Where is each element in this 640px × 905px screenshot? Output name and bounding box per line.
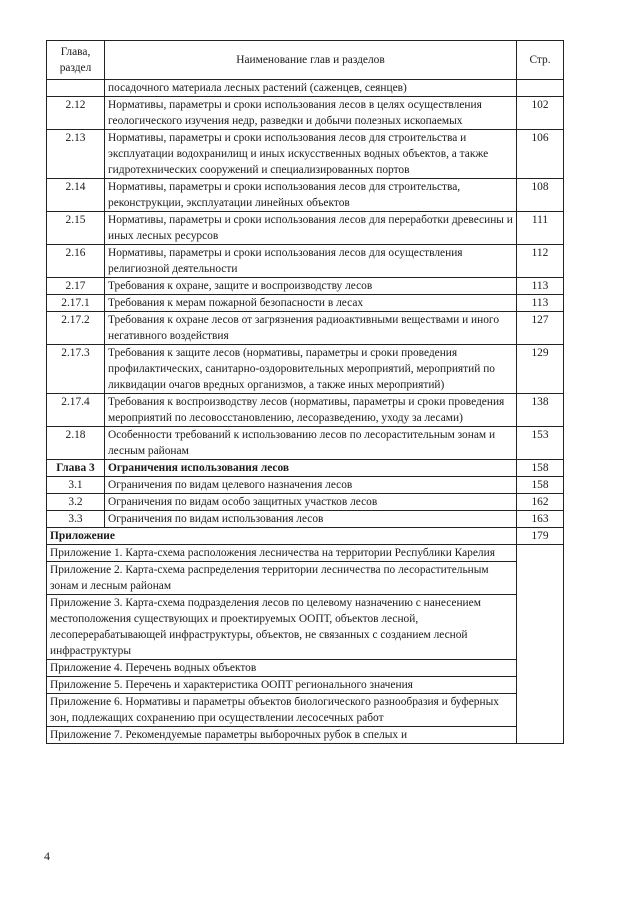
section-page: 108	[517, 179, 564, 212]
table-row	[47, 511, 564, 528]
section-page: 111	[517, 212, 564, 245]
appendix-item: Приложение 4. Перечень водных объектов	[47, 660, 517, 677]
section-number: 2.12	[47, 97, 105, 130]
appendix-header-row	[47, 528, 564, 545]
section-page: 106	[517, 130, 564, 179]
table-row	[47, 394, 564, 427]
section-number: 2.16	[47, 245, 105, 278]
section-number: 3.3	[47, 511, 105, 528]
appendix-item: Приложение 2. Карта-схема распределения территории лесничества по лесорастительным зонам и лесным районам	[47, 562, 517, 595]
continued-row	[47, 80, 564, 97]
appendix-row	[47, 562, 564, 595]
header-name: Наименование глав и разделов	[105, 41, 517, 80]
table-row	[47, 179, 564, 212]
chapter-page: 158	[517, 460, 564, 477]
section-title: Требования к мерам пожарной безопасности в лесах	[105, 295, 517, 312]
section-number: 3.2	[47, 494, 105, 511]
section-title: Нормативы, параметры и сроки использования лесов в целях осуществления геологического изучения недр, разведки и добычи полезных ископаемых	[105, 97, 517, 130]
section-title: Требования к охране, защите и воспроизводству лесов	[105, 278, 517, 295]
chapter-row	[47, 460, 564, 477]
section-title: Ограничения по видам использования лесов	[105, 511, 517, 528]
appendix-item: Приложение 5. Перечень и характеристика ООПТ регионального значения	[47, 677, 517, 694]
section-page: 112	[517, 245, 564, 278]
section-page: 102	[517, 97, 564, 130]
section-number: 2.15	[47, 212, 105, 245]
section-number: 3.1	[47, 477, 105, 494]
table-row	[47, 278, 564, 295]
section-title: Ограничения по видам целевого назначения лесов	[105, 477, 517, 494]
table-of-contents	[46, 40, 564, 744]
table-row	[47, 245, 564, 278]
section-title: Особенности требований к использованию лесов по лесорастительным зонам и лесным районам	[105, 427, 517, 460]
appendix-item: Приложение 6. Нормативы и параметры объектов биологического разнообразия и буферных зон, подлежащих сохранению при осуществлении лесосечных работ	[47, 694, 517, 727]
table-row	[47, 312, 564, 345]
header-section: Глава, раздел	[47, 41, 105, 80]
page-number: 4	[44, 849, 50, 863]
appendix-row	[47, 660, 564, 677]
section-page: 138	[517, 394, 564, 427]
section-number: 2.13	[47, 130, 105, 179]
table-row	[47, 427, 564, 460]
table-row	[47, 97, 564, 130]
appendix-item: Приложение 3. Карта-схема подразделения лесов по целевому назначению с нанесением местоположения существующих и проектируемых ООПТ, объектов лесной, лесоперерабатывающей инфраструктуры, объектов, не связанных с созданием лесной инфраструктуры	[47, 595, 517, 660]
section-page: 153	[517, 427, 564, 460]
table-row	[47, 494, 564, 511]
section-number: 2.18	[47, 427, 105, 460]
section-page: 113	[517, 295, 564, 312]
appendix-row	[47, 694, 564, 727]
table-row	[47, 212, 564, 245]
section-title: Требования к охране лесов от загрязнения радиоактивными веществами и иного негативного воздействия	[105, 312, 517, 345]
section-page: 129	[517, 345, 564, 394]
header-page: Стр.	[517, 41, 564, 80]
section-number: 2.17.1	[47, 295, 105, 312]
section-number: 2.17	[47, 278, 105, 295]
section-title: Ограничения по видам особо защитных участков лесов	[105, 494, 517, 511]
section-title: Нормативы, параметры и сроки использования лесов для переработки древесины и иных лесных ресурсов	[105, 212, 517, 245]
appendix-row	[47, 677, 564, 694]
section-number: 2.17.4	[47, 394, 105, 427]
appendix-item: Приложение 7. Рекомендуемые параметры выборочных рубок в спелых и	[47, 727, 517, 744]
appendix-title: Приложение	[47, 528, 517, 545]
section-number: 2.17.3	[47, 345, 105, 394]
section-number: 2.14	[47, 179, 105, 212]
table-row	[47, 295, 564, 312]
continued-text: посадочного материала лесных растений (саженцев, сеянцев)	[105, 80, 517, 97]
section-number: 2.17.2	[47, 312, 105, 345]
section-title: Нормативы, параметры и сроки использования лесов для строительства и эксплуатации водохранилищ и иных искусственных водных объектов, а также гидротехнических сооружений и специализированных портов	[105, 130, 517, 179]
section-page: 162	[517, 494, 564, 511]
appendix-row	[47, 727, 564, 744]
chapter-number: Глава 3	[47, 460, 105, 477]
appendix-item: Приложение 1. Карта-схема расположения лесничества на территории Республики Карелия	[47, 545, 517, 562]
section-page: 163	[517, 511, 564, 528]
section-page: 127	[517, 312, 564, 345]
table-row	[47, 345, 564, 394]
section-title: Нормативы, параметры и сроки использования лесов для строительства, реконструкции, эксплуатации линейных объектов	[105, 179, 517, 212]
section-title: Требования к воспроизводству лесов (нормативы, параметры и сроки проведения мероприятий по лесовосстановлению, лесоразведению, уходу за лесами)	[105, 394, 517, 427]
table-row	[47, 477, 564, 494]
section-page: 158	[517, 477, 564, 494]
section-title: Нормативы, параметры и сроки использования лесов для осуществления религиозной деятельности	[105, 245, 517, 278]
table-row	[47, 130, 564, 179]
appendix-page: 179	[517, 528, 564, 545]
appendix-row	[47, 595, 564, 660]
section-title: Требования к защите лесов (нормативы, параметры и сроки проведения профилактических, санитарно-оздоровительных мероприятий, мероприятий по ликвидации очагов вредных организмов, а также иных мероприятий)	[105, 345, 517, 394]
appendix-row	[47, 545, 564, 562]
chapter-title: Ограничения использования лесов	[105, 460, 517, 477]
table-header-row	[47, 41, 564, 80]
section-page: 113	[517, 278, 564, 295]
